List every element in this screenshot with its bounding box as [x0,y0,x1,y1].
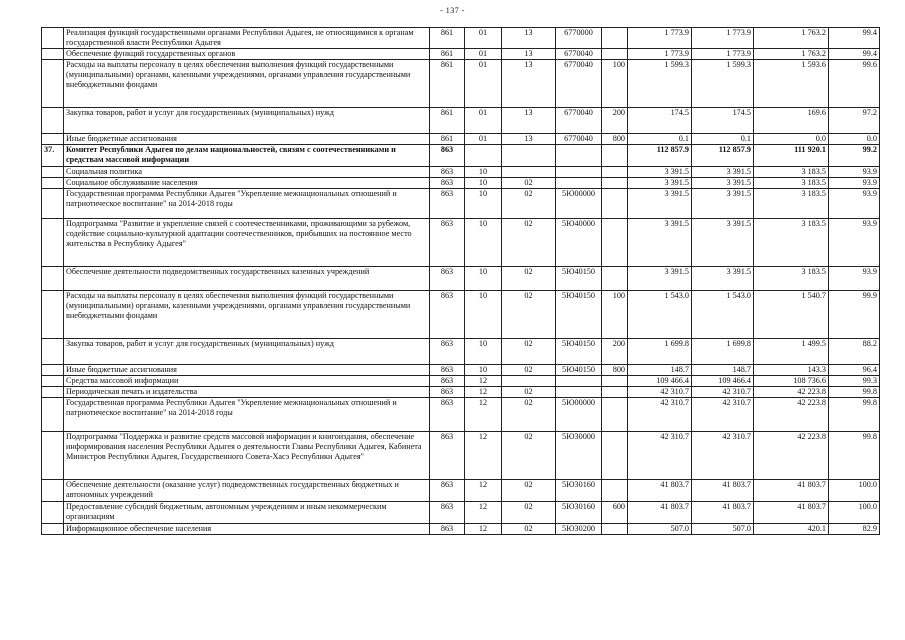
table-row [42,28,880,49]
approved-amount: 3 391.5 [628,167,692,178]
row-title: Предоставление субсидий бюджетным, автономным учреждениям и иным некоммерческим организациям [64,502,430,524]
section-code: 01 [465,49,502,60]
row-title: Государственная программа Республики Адыгея "Укрепление межнациональных отношений и патриотическое воспитание" на 2014-2018 годы [64,189,430,219]
executed-amount: 42 223.8 [754,387,829,398]
executed-amount: 3 183.5 [754,219,829,267]
subsection-code [502,145,556,167]
row-title: Иные бюджетные ассигнования [64,365,430,376]
table-row [42,480,880,502]
approved-amount: 0.1 [628,134,692,145]
approved-amount: 3 391.5 [628,219,692,267]
dept-code: 863 [430,432,465,480]
row-number [42,376,64,387]
executed-amount: 42 223.8 [754,432,829,480]
table-row [42,219,880,267]
table-row [42,524,880,535]
subsection-code: 02 [502,219,556,267]
section-code: 10 [465,189,502,219]
target-article-code [556,145,602,167]
refined-amount: 3 391.5 [692,267,754,291]
executed-amount: 41 803.7 [754,502,829,524]
execution-percent: 97.2 [829,108,880,134]
executed-amount: 1 499.5 [754,339,829,365]
section-code: 01 [465,60,502,108]
row-title: Обеспечение деятельности подведомственных государственных казенных учреждений [64,267,430,291]
refined-amount: 42 310.7 [692,398,754,432]
execution-percent: 99.8 [829,387,880,398]
refined-amount: 42 310.7 [692,432,754,480]
expense-type-code [602,432,628,480]
approved-amount: 109 466.4 [628,376,692,387]
subsection-code: 02 [502,387,556,398]
dept-code: 861 [430,108,465,134]
row-number [42,189,64,219]
subsection-code: 13 [502,134,556,145]
approved-amount: 1 773.9 [628,49,692,60]
subsection-code: 02 [502,267,556,291]
executed-amount: 3 183.5 [754,267,829,291]
execution-percent: 99.6 [829,60,880,108]
expense-type-code: 200 [602,339,628,365]
subsection-code: 02 [502,432,556,480]
row-title: Подпрограмма "Развитие и укрепление связей с соотечественниками, проживающими за рубежом, содействие социально-культурной адаптации соотечественников, прибывших на постоянное место жительства в Республику Адыгея" [64,219,430,267]
subsection-code: 02 [502,398,556,432]
refined-amount: 1 773.9 [692,28,754,49]
table-row [42,167,880,178]
table-row [42,60,880,108]
expense-type-code [602,219,628,267]
refined-amount: 3 391.5 [692,189,754,219]
approved-amount: 3 391.5 [628,178,692,189]
section-code: 01 [465,134,502,145]
target-article-code: 5Ю40150 [556,291,602,339]
table-row [42,189,880,219]
execution-percent: 93.9 [829,219,880,267]
approved-amount: 112 857.9 [628,145,692,167]
executed-amount: 111 920.1 [754,145,829,167]
approved-amount: 3 391.5 [628,189,692,219]
refined-amount: 148.7 [692,365,754,376]
expense-type-code [602,28,628,49]
row-number [42,524,64,535]
target-article-code: 6770000 [556,28,602,49]
section-code: 12 [465,432,502,480]
execution-percent: 93.9 [829,178,880,189]
table-row [42,267,880,291]
expense-type-code [602,398,628,432]
expense-type-code [602,189,628,219]
section-code: 12 [465,387,502,398]
section-code: 01 [465,108,502,134]
row-number [42,432,64,480]
approved-amount: 1 599.3 [628,60,692,108]
table-row [42,178,880,189]
row-title: Информационное обеспечение населения [64,524,430,535]
table-row [42,134,880,145]
dept-code: 863 [430,339,465,365]
executed-amount: 420.1 [754,524,829,535]
table-row [42,376,880,387]
expense-type-code: 200 [602,108,628,134]
expense-type-code [602,49,628,60]
approved-amount: 507.0 [628,524,692,535]
row-number [42,219,64,267]
subsection-code: 13 [502,108,556,134]
approved-amount: 42 310.7 [628,387,692,398]
refined-amount: 3 391.5 [692,178,754,189]
dept-code: 863 [430,178,465,189]
refined-amount: 112 857.9 [692,145,754,167]
row-number [42,480,64,502]
executed-amount: 42 223.8 [754,398,829,432]
target-article-code: 5Ю40000 [556,219,602,267]
section-code: 12 [465,524,502,535]
dept-code: 863 [430,502,465,524]
target-article-code: 5Ю30160 [556,502,602,524]
target-article-code: 5Ю30160 [556,480,602,502]
row-title: Комитет Республики Адыгея по делам национальностей, связям с соотечественниками и средствам массовой информации [64,145,430,167]
row-title: Реализация функций государственными органами Республики Адыгея, не относящимися к органам государственной власти Республики Адыгея [64,28,430,49]
subsection-code: 02 [502,189,556,219]
row-title: Государственная программа Республики Адыгея "Укрепление межнациональных отношений и патриотическое воспитание" на 2014-2018 годы [64,398,430,432]
approved-amount: 1 699.8 [628,339,692,365]
table-row [42,145,880,167]
dept-code: 861 [430,49,465,60]
target-article-code: 5Ю40150 [556,267,602,291]
expense-type-code: 100 [602,60,628,108]
row-number [42,60,64,108]
execution-percent: 99.8 [829,398,880,432]
subsection-code: 02 [502,502,556,524]
execution-percent: 0.0 [829,134,880,145]
row-title: Обеспечение функций государственных органов [64,49,430,60]
refined-amount: 507.0 [692,524,754,535]
section-code: 10 [465,178,502,189]
target-article-code: 5Ю40150 [556,339,602,365]
row-number [42,365,64,376]
table-row [42,387,880,398]
table-row [42,339,880,365]
target-article-code: 6770040 [556,108,602,134]
section-code: 10 [465,291,502,339]
execution-percent: 99.2 [829,145,880,167]
refined-amount: 41 803.7 [692,502,754,524]
section-code: 01 [465,28,502,49]
row-number [42,339,64,365]
execution-percent: 93.9 [829,167,880,178]
target-article-code: 6770040 [556,134,602,145]
row-title: Расходы на выплаты персоналу в целях обеспечения выполнения функций государственными (муниципальными) органами, казенными учреждениями, органами управления государственными внебюджетными фондами [64,291,430,339]
approved-amount: 1 773.9 [628,28,692,49]
approved-amount: 174.5 [628,108,692,134]
expense-type-code [602,145,628,167]
subsection-code [502,167,556,178]
refined-amount: 1 699.8 [692,339,754,365]
subsection-code: 02 [502,365,556,376]
row-number [42,291,64,339]
section-code: 12 [465,480,502,502]
table-row [42,502,880,524]
row-number [42,108,64,134]
row-title: Закупка товаров, работ и услуг для государственных (муниципальных) нужд [64,108,430,134]
section-code: 12 [465,502,502,524]
section-code: 10 [465,219,502,267]
section-code: 10 [465,167,502,178]
approved-amount: 41 803.7 [628,480,692,502]
row-number [42,167,64,178]
execution-percent: 96.4 [829,365,880,376]
row-title: Средства массовой информации [64,376,430,387]
table-row [42,432,880,480]
target-article-code [556,178,602,189]
execution-percent: 99.4 [829,49,880,60]
refined-amount: 3 391.5 [692,167,754,178]
expense-type-code [602,178,628,189]
section-code: 10 [465,365,502,376]
target-article-code [556,167,602,178]
dept-code: 863 [430,365,465,376]
row-title: Социальное обслуживание населения [64,178,430,189]
budget-table [41,27,880,535]
approved-amount: 148.7 [628,365,692,376]
execution-percent: 93.9 [829,189,880,219]
subsection-code: 13 [502,28,556,49]
dept-code: 863 [430,480,465,502]
refined-amount: 109 466.4 [692,376,754,387]
execution-percent: 99.9 [829,291,880,339]
dept-code: 863 [430,145,465,167]
subsection-code [502,376,556,387]
subsection-code: 02 [502,291,556,339]
executed-amount: 108 736.6 [754,376,829,387]
expense-type-code [602,267,628,291]
execution-percent: 88.2 [829,339,880,365]
expense-type-code [602,524,628,535]
target-article-code: 5Ю00000 [556,189,602,219]
refined-amount: 1 773.9 [692,49,754,60]
expense-type-code [602,167,628,178]
dept-code: 863 [430,167,465,178]
table-row [42,108,880,134]
subsection-code: 13 [502,49,556,60]
execution-percent: 100.0 [829,502,880,524]
refined-amount: 1 543.0 [692,291,754,339]
executed-amount: 3 183.5 [754,167,829,178]
row-number [42,178,64,189]
expense-type-code [602,387,628,398]
target-article-code: 6770040 [556,60,602,108]
dept-code: 863 [430,376,465,387]
execution-percent: 99.4 [829,28,880,49]
expense-type-code [602,480,628,502]
page-number: - 137 - [440,6,465,15]
target-article-code: 5Ю30000 [556,432,602,480]
row-title: Социальная политика [64,167,430,178]
executed-amount: 0.0 [754,134,829,145]
refined-amount: 41 803.7 [692,480,754,502]
row-number [42,387,64,398]
approved-amount: 42 310.7 [628,398,692,432]
target-article-code [556,376,602,387]
expense-type-code [602,376,628,387]
dept-code: 863 [430,398,465,432]
section-code [465,145,502,167]
target-article-code: 5Ю30200 [556,524,602,535]
executed-amount: 3 183.5 [754,178,829,189]
table-row [42,398,880,432]
subsection-code: 02 [502,178,556,189]
executed-amount: 1 763.2 [754,28,829,49]
dept-code: 861 [430,28,465,49]
approved-amount: 1 543.0 [628,291,692,339]
expense-type-code: 800 [602,365,628,376]
executed-amount: 1 593.6 [754,60,829,108]
refined-amount: 3 391.5 [692,219,754,267]
subsection-code: 02 [502,480,556,502]
executed-amount: 41 803.7 [754,480,829,502]
execution-percent: 82.9 [829,524,880,535]
row-number [42,398,64,432]
expense-type-code: 800 [602,134,628,145]
executed-amount: 143.3 [754,365,829,376]
execution-percent: 93.9 [829,267,880,291]
target-article-code: 6770040 [556,49,602,60]
subsection-code: 13 [502,60,556,108]
section-code: 12 [465,376,502,387]
approved-amount: 3 391.5 [628,267,692,291]
execution-percent: 99.3 [829,376,880,387]
dept-code: 861 [430,134,465,145]
refined-amount: 42 310.7 [692,387,754,398]
target-article-code: 5Ю00000 [556,398,602,432]
section-code: 12 [465,398,502,432]
subsection-code: 02 [502,524,556,535]
row-title: Обеспечение деятельности (оказание услуг) подведомственных государственных бюджетных и автономных учреждений [64,480,430,502]
section-code: 10 [465,267,502,291]
approved-amount: 41 803.7 [628,502,692,524]
row-title: Периодическая печать и издательства [64,387,430,398]
row-number: 37. [42,145,64,167]
row-title: Расходы на выплаты персоналу в целях обеспечения выполнения функций государственными (муниципальными) органами, казенными учреждениями, органами управления государственными внебюджетными фондами [64,60,430,108]
row-title: Подпрограмма "Поддержка и развитие средств массовой информации и книгоиздания, обеспечение информирования населения Республики Адыгея о деятельности Главы Республики Адыгея, Кабинета Министров Республики Адыгея, Государственного Совета-Хасэ Республики Адыгея" [64,432,430,480]
table-row [42,49,880,60]
subsection-code: 02 [502,339,556,365]
refined-amount: 1 599.3 [692,60,754,108]
dept-code: 863 [430,219,465,267]
target-article-code [556,387,602,398]
expense-type-code: 600 [602,502,628,524]
row-number [42,267,64,291]
row-number [42,502,64,524]
dept-code: 863 [430,189,465,219]
target-article-code: 5Ю40150 [556,365,602,376]
expense-type-code: 100 [602,291,628,339]
row-title: Закупка товаров, работ и услуг для государственных (муниципальных) нужд [64,339,430,365]
executed-amount: 169.6 [754,108,829,134]
approved-amount: 42 310.7 [628,432,692,480]
dept-code: 863 [430,524,465,535]
row-title: Иные бюджетные ассигнования [64,134,430,145]
executed-amount: 1 763.2 [754,49,829,60]
execution-percent: 100.0 [829,480,880,502]
table-row [42,291,880,339]
row-number [42,134,64,145]
refined-amount: 174.5 [692,108,754,134]
executed-amount: 3 183.5 [754,189,829,219]
row-number [42,49,64,60]
row-number [42,28,64,49]
dept-code: 863 [430,291,465,339]
dept-code: 863 [430,267,465,291]
executed-amount: 1 540.7 [754,291,829,339]
execution-percent: 99.8 [829,432,880,480]
dept-code: 863 [430,387,465,398]
table-row [42,365,880,376]
dept-code: 861 [430,60,465,108]
section-code: 10 [465,339,502,365]
refined-amount: 0.1 [692,134,754,145]
